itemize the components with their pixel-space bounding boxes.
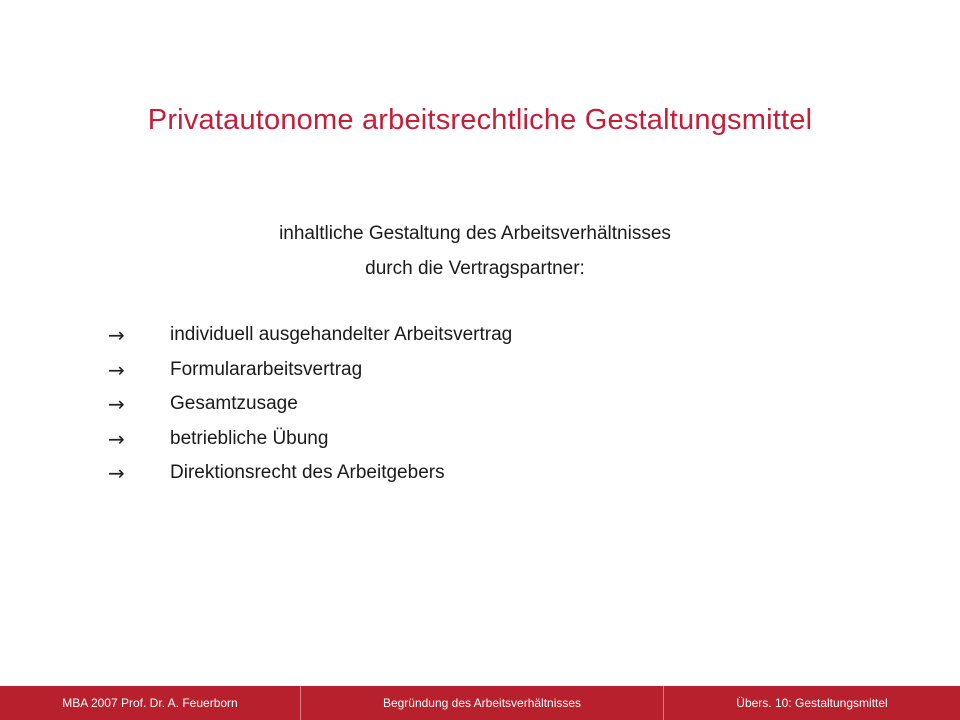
footer-bar xyxy=(0,686,960,720)
footer-slide-label: Übers. 10: Gestaltungsmittel xyxy=(736,696,888,710)
list-item-text: Formulararbeitsvertrag xyxy=(170,358,363,380)
list-item xyxy=(108,422,512,457)
arrow-right-icon: → xyxy=(108,426,125,451)
list-item xyxy=(108,318,512,353)
arrow-right-icon: → xyxy=(108,392,125,416)
arrow-right-icon: → xyxy=(108,461,125,485)
footer-author: MBA 2007 Prof. Dr. A. Feuerborn xyxy=(0,686,301,720)
list-item xyxy=(108,456,512,491)
arrow-right-icon: → xyxy=(108,323,125,347)
list-item-text: betriebliche Übung xyxy=(170,427,329,449)
intro-line-2: durch die Vertragspartner: xyxy=(365,258,585,279)
arrow-right-icon: → xyxy=(108,357,125,382)
bullet-list xyxy=(108,318,512,491)
list-item xyxy=(108,353,512,388)
intro-line-1: inhaltliche Gestaltung des Arbeitsverhältnisses xyxy=(279,223,671,244)
list-item xyxy=(108,387,512,422)
footer-topic: Begründung des Arbeitsverhältnisses xyxy=(301,686,664,720)
list-item-text: Direktionsrecht des Arbeitgebers xyxy=(170,462,445,483)
list-item-text: Gesamtzusage xyxy=(170,393,298,414)
intro-text xyxy=(0,216,950,286)
slide-title: Privatautonome arbeitsrechtliche Gestaltungsmittel xyxy=(147,104,813,136)
list-item-text: individuell ausgehandelter Arbeitsvertrag xyxy=(170,324,513,345)
